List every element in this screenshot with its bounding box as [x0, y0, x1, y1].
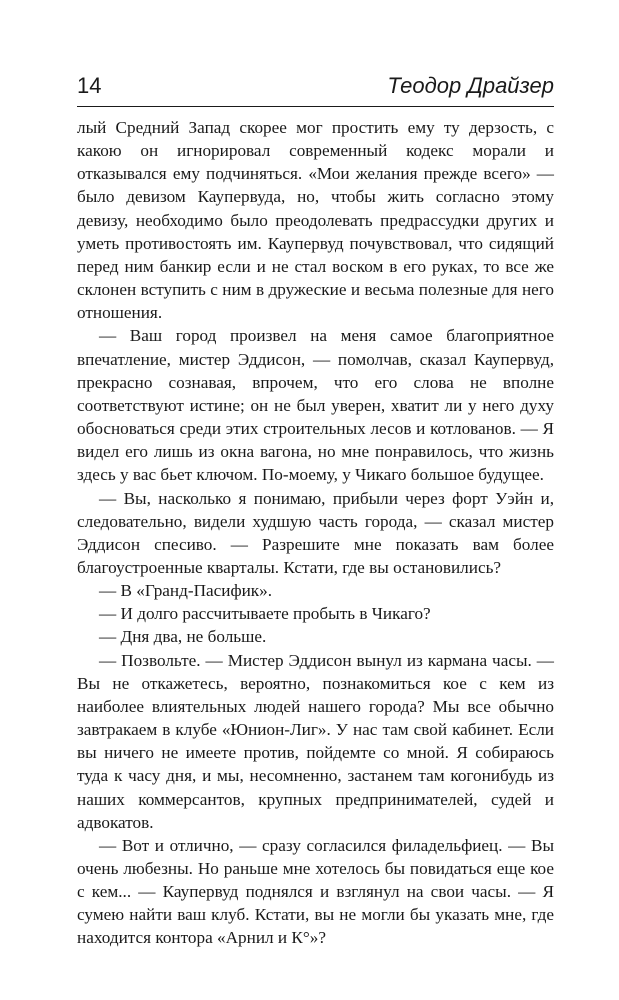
paragraph: лый Средний Запад скорее мог простить ему ту дерзость, с какою он игнорировал современный кодекс морали и отказывался ему подчиняться. «Мои желания прежде всего» — было девизом Каупервуда, но, чтобы жить согласно этому девизу, необходимо было преодолевать предрассудки других и уметь противостоять им. Каупервуд почувствовал, что сидящий перед ним банкир если и не стал воском в его руках, то все же склонен вступить с ним в дружеские и весьма полезные для него отношения. — [77, 118, 554, 323]
page-number: 14 — [77, 73, 102, 98]
header-divider — [77, 106, 554, 107]
paragraph: — И долго рассчитываете пробыть в Чикаго? — [99, 604, 431, 624]
paragraph: — Ваш город произвел на меня самое благоприятное впечатление, мистер Эддисон, — помолчав, сказал Каупервуд, прекрасно сознавая, впрочем, что его слова не вполне соответствуют истине; он не был уверен, хватит ли у него духу обосноваться среди этих строительных лесов и котлованов. — Я видел его лишь из окна вагона, но мне понравилось, что жизнь здесь у вас бьет ключом. По-моему, у Чикаго большое будущее. — [77, 326, 554, 485]
paragraph: — Вы, насколько я понимаю, прибыли через форт Уэйн и, следовательно, видели худшую часть города, — сказал мистер Эддисон спесиво. — Разрешите мне показать вам более благоустроенные кварталы. Кстати, где вы остановились? — [77, 488, 554, 577]
paragraph: — В «Гранд-Пасифик». — [99, 581, 273, 601]
running-header — [77, 72, 554, 104]
paragraph: — Дня два, не больше. — [99, 627, 267, 647]
body-text — [77, 116, 554, 950]
running-title: Теодор Драйзер — [387, 73, 554, 98]
paragraph: — Позвольте. — Мистер Эддисон вынул из кармана часы. — Вы не откажетесь, вероятно, познакомиться кое с кем из наиболее влиятельных людей нашего города? Мы все обычно завтракаем в клубе «Юнион-Лиг». У нас там свой кабинет. Если вы ничего не имеете против, пойдемте со мной. Я собираюсь туда к часу дня, и мы, несомненно, застанем там когонибудь из наших коммерсантов, крупных предпринимателей, судей и адвокатов. — [77, 650, 554, 832]
paragraph: — Вот и отлично, — сразу согласился филадельфиец. — Вы очень любезны. Но раньше мне хотелось бы повидаться еще кое с кем... — Каупервуд поднялся и взглянул на свои часы. — Я сумею найти ваш клуб. Кстати, вы не могли бы указать мне, где находится контора «Арнил и К°»? — [77, 835, 554, 948]
